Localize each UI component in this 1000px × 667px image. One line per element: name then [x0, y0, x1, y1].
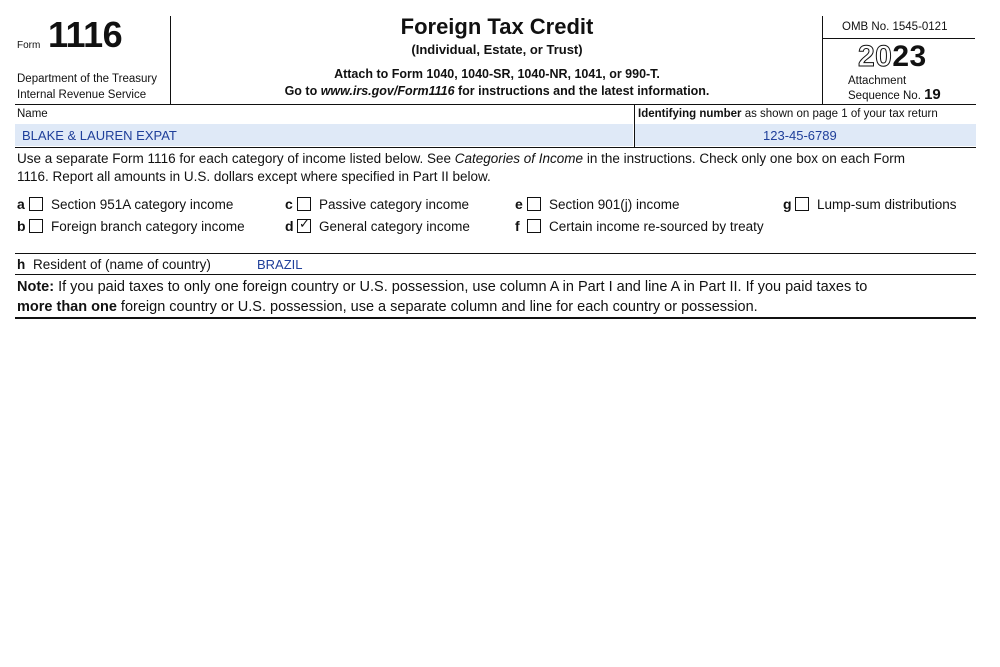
category-label: Section 951A category income — [51, 197, 234, 212]
identifying-number-value: 123-45-6789 — [763, 128, 837, 143]
category-f-checkbox[interactable] — [527, 219, 541, 233]
category-letter: c — [285, 196, 293, 212]
note-label: Note: — [17, 279, 55, 295]
category-letter: f — [515, 218, 520, 234]
agency-name: Internal Revenue Service — [17, 89, 147, 101]
name-row-bottom-rule — [15, 147, 976, 148]
form-title-block — [172, 14, 822, 98]
category-e-checkbox[interactable] — [527, 197, 541, 211]
goto-suffix: for instructions and the latest information. — [454, 84, 710, 98]
category-d[interactable] — [285, 218, 470, 234]
category-label: General category income — [319, 219, 470, 234]
category-g-checkbox[interactable] — [795, 197, 809, 211]
category-letter: a — [17, 196, 25, 212]
id-label — [638, 108, 938, 120]
goto-instruction — [172, 84, 822, 98]
categories-bottom-rule — [15, 253, 976, 254]
sequence-line — [848, 88, 941, 103]
irs-url-link[interactable]: www.irs.gov/Form1116 — [320, 84, 455, 98]
category-letter: g — [783, 196, 792, 212]
form-number: 1116 — [48, 14, 123, 55]
id-label-bold: Identifying number — [638, 108, 742, 120]
category-b[interactable] — [17, 218, 245, 234]
omb-number: OMB No. 1545-0121 — [842, 21, 948, 33]
instructions-part2: in the instructions. Check only one box on each Form — [583, 151, 905, 166]
category-instructions — [17, 150, 977, 186]
category-label: Lump-sum distributions — [817, 197, 957, 212]
tax-year — [858, 40, 927, 74]
category-label: Passive category income — [319, 197, 470, 212]
category-letter: d — [285, 218, 294, 234]
tax-year-prefix: 20 — [858, 40, 893, 73]
category-b-checkbox[interactable] — [29, 219, 43, 233]
attachment-label: Attachment — [848, 75, 907, 87]
sequence-label: Sequence No. — [848, 90, 921, 102]
residence-label: Resident of (name of country) — [33, 257, 211, 272]
name-label: Name — [17, 108, 48, 120]
checkmark-icon: ✓ — [299, 216, 310, 231]
residence-letter: h — [17, 257, 26, 272]
form-header — [0, 0, 1000, 104]
category-a-checkbox[interactable] — [29, 197, 43, 211]
category-c-checkbox[interactable] — [297, 197, 311, 211]
form-title: Foreign Tax Credit — [400, 14, 594, 39]
instructions-italic: Categories of Income — [454, 151, 584, 166]
id-label-rest: as shown on page 1 of your tax return — [741, 108, 938, 120]
tax-year-suffix: 23 — [892, 40, 927, 73]
identifying-number-field[interactable] — [635, 124, 976, 146]
name-value: BLAKE & LAUREN EXPAT — [22, 128, 177, 143]
note-paragraph — [17, 277, 977, 317]
note-text1: If you paid taxes to only one foreign country or U.S. possession, use column A in Part I and line A in Part II. If you paid taxes to — [54, 279, 868, 295]
header-bottom-rule — [15, 104, 976, 105]
header-divider-left — [170, 16, 171, 104]
attachment-sequence — [848, 75, 941, 103]
category-c[interactable] — [285, 196, 469, 212]
header-divider-right — [822, 16, 823, 104]
category-label: Certain income re-sourced by treaty — [549, 219, 764, 234]
instructions-part1: Use a separate Form 1116 for each category of income listed below. See — [17, 151, 455, 166]
instructions-line2: 1116. Report all amounts in U.S. dollars except where specified in Part II below. — [17, 169, 491, 184]
category-letter: e — [515, 196, 523, 212]
sequence-number: 19 — [924, 86, 941, 103]
form-subtitle: (Individual, Estate, or Trust) — [411, 42, 583, 57]
category-d-checkbox[interactable] — [297, 216, 311, 233]
note-bottom-rule — [15, 317, 976, 319]
residence-country-field[interactable]: BRAZIL — [257, 257, 303, 272]
name-field[interactable] — [15, 124, 633, 146]
category-g[interactable] — [783, 196, 957, 212]
residence-row — [17, 257, 211, 272]
attach-instruction: Attach to Form 1040, 1040-SR, 1040-NR, 1041, or 990-T. — [334, 67, 660, 81]
category-label: Section 901(j) income — [549, 197, 680, 212]
category-a[interactable] — [17, 196, 233, 212]
department-name: Department of the Treasury — [17, 73, 157, 85]
goto-prefix: Go to — [284, 84, 321, 98]
residence-bottom-rule — [15, 274, 976, 275]
category-label: Foreign branch category income — [51, 219, 245, 234]
category-f[interactable] — [515, 218, 764, 234]
note-bold: more than one — [17, 299, 117, 315]
note-text2: foreign country or U.S. possession, use a separate column and line for each country or possession. — [116, 299, 758, 315]
instructions-line1 — [17, 150, 977, 168]
category-e[interactable] — [515, 196, 680, 212]
form-label: Form — [17, 40, 41, 51]
omb-divider — [823, 38, 975, 39]
category-letter: b — [17, 218, 26, 234]
